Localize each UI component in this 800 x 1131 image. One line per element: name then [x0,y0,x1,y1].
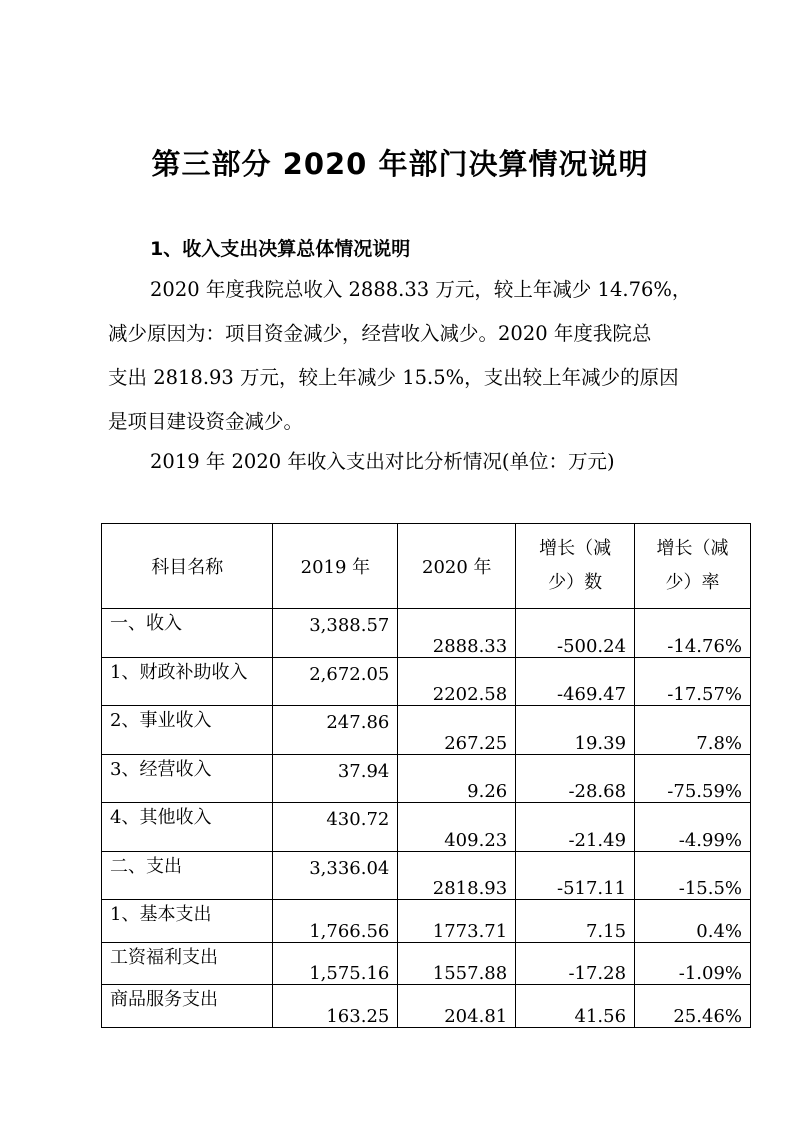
income-expense-table [101,523,751,1028]
cell-rate: -4.99% [635,803,751,852]
table-row [102,609,751,658]
paragraph-line: 支出 2818.93 万元，较上年减少 15.5%，支出较上年减少的原因 [108,366,679,389]
paragraph-line: 减少原因为：项目资金减少，经营收入减少。2020 年度我院总 [108,322,652,345]
cell-name: 二、支出 [102,851,273,900]
cell-2020: 1773.71 [398,900,516,943]
cell-2019: 37.94 [273,754,398,803]
header-name: 科目名称 [102,524,273,609]
cell-name: 一、收入 [102,609,273,658]
section-heading: 1、收入支出决算总体情况说明 [150,238,411,260]
cell-change: -17.28 [516,942,635,985]
cell-rate: 7.8% [635,706,751,755]
paragraph-line: 2020 年度我院总收入 2888.33 万元，较上年减少 14.76%， [150,278,692,301]
cell-name: 3、经营收入 [102,754,273,803]
header-rate-line1: 增长（减 [656,538,729,559]
cell-rate: 0.4% [635,900,751,943]
table-row [102,900,751,943]
cell-change: -28.68 [516,754,635,803]
cell-name: 1、财政补助收入 [102,657,273,706]
cell-rate: -75.59% [635,754,751,803]
table-row [102,657,751,706]
cell-change: -500.24 [516,609,635,658]
cell-name: 4、其他收入 [102,803,273,852]
cell-2020: 1557.88 [398,942,516,985]
header-rate-line2: 少）率 [665,572,720,593]
cell-name: 工资福利支出 [102,942,273,985]
header-2020: 2020 年 [398,524,516,609]
cell-rate: -17.57% [635,657,751,706]
cell-name: 商品服务支出 [102,985,273,1028]
document-title: 第三部分 2020 年部门决算情况说明 [151,147,649,181]
header-change [516,524,635,609]
cell-change: 41.56 [516,985,635,1028]
table-row [102,706,751,755]
header-change-line2: 少）数 [548,572,603,593]
cell-2019: 430.72 [273,803,398,852]
cell-2020: 9.26 [398,754,516,803]
cell-2019: 3,336.04 [273,851,398,900]
cell-change: -517.11 [516,851,635,900]
cell-2020: 2202.58 [398,657,516,706]
cell-2019: 163.25 [273,985,398,1028]
cell-2020: 267.25 [398,706,516,755]
table-row [102,754,751,803]
cell-rate: -1.09% [635,942,751,985]
cell-change: 19.39 [516,706,635,755]
cell-name: 1、基本支出 [102,900,273,943]
paragraph-line: 是项目建设资金减少。 [108,410,304,433]
cell-2019: 3,388.57 [273,609,398,658]
table-row [102,942,751,985]
cell-change: 7.15 [516,900,635,943]
table-header-row [102,524,751,609]
cell-name: 2、事业收入 [102,706,273,755]
table-row [102,985,751,1028]
cell-rate: -15.5% [635,851,751,900]
summary-paragraph [108,268,708,444]
cell-2019: 1,575.16 [273,942,398,985]
cell-change: -469.47 [516,657,635,706]
cell-2020: 409.23 [398,803,516,852]
table-row [102,803,751,852]
cell-rate: 25.46% [635,985,751,1028]
cell-2019: 1,766.56 [273,900,398,943]
cell-2020: 204.81 [398,985,516,1028]
table-row [102,851,751,900]
header-2019: 2019 年 [273,524,398,609]
table-caption: 2019 年 2020 年收入支出对比分析情况(单位：万元) [150,450,615,473]
cell-2019: 2,672.05 [273,657,398,706]
header-rate [635,524,751,609]
header-change-line1: 增长（减 [539,538,612,559]
cell-2020: 2818.93 [398,851,516,900]
cell-rate: -14.76% [635,609,751,658]
cell-2020: 2888.33 [398,609,516,658]
cell-2019: 247.86 [273,706,398,755]
cell-change: -21.49 [516,803,635,852]
